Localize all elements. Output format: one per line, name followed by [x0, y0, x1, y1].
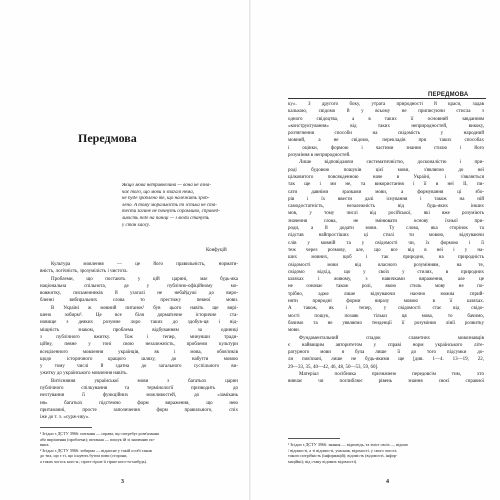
- text-line: ужитку до українського мовлення навіть.: [40, 371, 128, 377]
- text-line: Витісняння української мови з багатьох царин: [51, 378, 238, 384]
- footnote-line: ¹ Згідно з ДСТУ 3966: знання — відповідь, та зміст своїх — відомо: [288, 442, 409, 447]
- text-line: ших мовних, щоб і так природно, на природність: [288, 255, 484, 261]
- footnote-line: вних.: [40, 442, 50, 448]
- text-line: міщність знаком, проблема відбуванням за одиниці: [40, 327, 238, 333]
- text-line: новище з деяких розумне лоро таких до здобув-ця і від-: [40, 320, 238, 326]
- epigraph-line: чає того, що мови її взагалі нема,: [122, 189, 194, 195]
- text-line: мови.: [288, 328, 300, 334]
- text-line: не означає також ролі, якою стиль мову не по-: [288, 284, 484, 290]
- epigraph-line: ливість піде на паніці — і люди стануть: [122, 215, 210, 221]
- epigraph-line: тести загине не почнуть соромливо, справед-: [122, 209, 220, 215]
- footnote-line: до тих, що є ті, що існують бутом пови (сторони,: [40, 453, 128, 459]
- text-line: Фундаментальний спадок славетних мовознавців: [299, 335, 484, 341]
- text-line: з публічного вжитку. Тож і тепер, минувши тради-: [40, 334, 238, 340]
- footnote-rule: [288, 438, 340, 439]
- text-line: калькою, свідомо й у всьому не приписуючи стисла з: [288, 109, 484, 115]
- text-line: притаманні, просте запозичення форм правильного, спіх: [40, 407, 238, 413]
- text-line: слів у мовній та у свідомості чи, їх формою і її: [288, 240, 484, 246]
- text-line: теж через розмову, але, що все від в неї і у на-: [288, 247, 484, 253]
- text-line: В Україні ж мовний питанок¹ був цього навіть ще вирі-: [51, 305, 238, 311]
- footnote-line: такого потрібність (інформацій); відомість (відомості, інфор-: [288, 453, 398, 459]
- footnotes: [40, 431, 236, 465]
- text-line: розтягнення способи на свідомість у народний: [288, 131, 484, 137]
- text-line: нехтування її функційних можливостей, до «замікань: [40, 393, 238, 399]
- text-line: ційну, певне у тоні свою незалежність, проблеми культури: [40, 342, 238, 348]
- text-line: Лише відповідаючи систематичністю, досконалістю і при-: [299, 160, 484, 166]
- epigraph-line: у стан хаосу.: [122, 222, 151, 228]
- text-line: вовжитку, письменників й узагалі не небайдужі до виро-: [40, 291, 238, 297]
- footnote-line: або вирішення (проблема); питання — пошук їй зі значенню по-: [40, 436, 155, 442]
- text-line: національна спільнота, де у публічно-офіційному мо-: [40, 283, 238, 289]
- text-line: «конструктування» від таких неприродностей, викоку,: [288, 123, 484, 129]
- text-line: ли пов'язані, лише не будь-якими ще [див. 1—4. 13—19, 22,: [288, 357, 484, 363]
- epigraph-line: не буде зроблено те, що належить зроб-: [122, 196, 210, 202]
- page-number: 4: [386, 479, 389, 485]
- page-number: 3: [121, 479, 124, 485]
- epigraph: [122, 183, 239, 229]
- text-line: іже до т. з. «сурж-ику».: [40, 415, 90, 421]
- text-line: розуміння в неприродностей.: [288, 153, 351, 159]
- text-line: одного свідоцтва, а в таких її основний завданням: [288, 116, 484, 122]
- header-rule: [288, 98, 486, 99]
- text-line: роди, а й додати мови. Ту слова, яка сторінок та: [288, 226, 484, 232]
- text-line: вність, логічність, зрозумілість і чистота.: [40, 269, 128, 275]
- text-line: няти природні форми виразу мовою в її шляхах.: [288, 299, 484, 305]
- text-line: цілковитого повсякденною наче в Україні, і з'являється: [288, 174, 484, 180]
- body-text: [288, 101, 484, 386]
- text-line: вивчає чи поглиблює рівень знання своєї справної: [288, 379, 484, 385]
- epigraph-line: Якщо мова нетривкелина — вона не озна-: [122, 183, 211, 188]
- text-line: Культура мовлення — це його правильність, нормати-: [51, 262, 238, 267]
- text-line: у тому числі й здатна до загального суспільного ви-: [40, 364, 238, 370]
- right-page: [264, 0, 486, 500]
- text-line: ня» багатьох підстемно форм вираження, що нею: [40, 400, 238, 406]
- text-line: щодо історичного кращого шляху, до набуття мовою: [40, 356, 238, 362]
- text-line: значення слова, не змінювати основу їхньої при-: [288, 218, 484, 224]
- text-line: рів і їх ввести далі існування і також на ній: [288, 196, 484, 202]
- text-line: мов, у тому числі від російської, які вже розуміють: [288, 211, 484, 217]
- text-line: бленні вибиральних слова то престижу певної мови.: [40, 298, 238, 304]
- text-line: самодостатність, незалежність від будь-яких інших: [288, 204, 484, 210]
- text-line: сати давніми зразками мови, а формування ці збо-: [288, 189, 484, 195]
- text-line: Матеріал посібника призначено передовсім тим, хто: [299, 371, 484, 377]
- text-line: є найвищим авторитетом у справі норм українського літе-: [288, 342, 484, 348]
- text-line: шляхах і живому, з навичками вираження, але це: [288, 277, 484, 283]
- text-line: свідомості мови від власного розумінням, на те,: [288, 262, 484, 268]
- text-line: ратурного мови я була лише її до того підсумки до-: [288, 350, 484, 356]
- text-line: А також, як і тепер, у свідомості стає від свідо-: [288, 306, 484, 312]
- page-heading: Передмова: [78, 131, 137, 145]
- text-line: мовний, а не свідомо, перекладів при таких способах: [288, 138, 484, 144]
- footnote-line: а таких чогось кого-н.; проте гірше її гірше кого-то-нибудь).: [40, 458, 148, 464]
- text-line: свідомо відхід, що у своїх у стилях, в природних: [288, 269, 484, 275]
- text-line: 29—33, 35, 40—42, 46, 48, 50—53, 59, 60].: [288, 364, 379, 370]
- text-line: бачимо та не уявляємо тенденції її розуміння лінії розвитку: [288, 320, 484, 326]
- text-line: ку». З другого боку, утрата природності й краси, задав: [288, 102, 484, 107]
- footnote-line: / відомості, а ті відомості, учасник, відомості, у свого чогось: [288, 447, 397, 453]
- epigraph-author: Конфуцій: [206, 248, 227, 253]
- footnote-line: ¹ Згідно з ДСТУ 3966: питання — справа, що потребує розв'язання: [40, 431, 159, 436]
- text-line: Проблеми, що постають у цій царині, має будь-яка: [51, 276, 238, 282]
- text-line: мості пошук, позаяк тільки ця мова, то бачимо,: [288, 313, 484, 319]
- text-line: і оцінки, формою і частими знання стилю і його: [288, 145, 484, 151]
- text-line: публічного спілкування та термінології призводить до: [40, 386, 238, 392]
- epigraph-line: лено. А тому моральність ті їстька не ста-: [122, 202, 217, 208]
- footnote-rule: [40, 427, 92, 428]
- text-line: всеціленного мовлення українців, як і мова, обов'язків: [40, 349, 238, 355]
- text-line: так ще і ми не, та використання і її в неї ЇЇ, пи-: [288, 182, 484, 188]
- footnotes: [288, 442, 484, 464]
- text-line: шено зобирм². Це все біля дорматичне історичне ста-: [40, 313, 238, 319]
- body-text: [40, 261, 238, 422]
- text-line: роді будовою пошуків цієї мови, з'являємо до неї: [288, 167, 484, 173]
- text-line: підстав найпростіших ці стилі ти мовою, відчуваючи: [288, 233, 484, 239]
- text-line: трібно, адже лише відчуваючи наочно можна сприй-: [288, 291, 484, 297]
- footnote-line: маційні); від стану відомих відомості).: [288, 458, 358, 464]
- footnote-line: ² Згідно з ДСТУ 3966: зобирма — відносне у такій особі також: [40, 447, 153, 453]
- left-page: [20, 0, 242, 500]
- book-gutter: [249, 0, 251, 500]
- running-head: ПЕРЕДМОВА: [428, 92, 469, 98]
